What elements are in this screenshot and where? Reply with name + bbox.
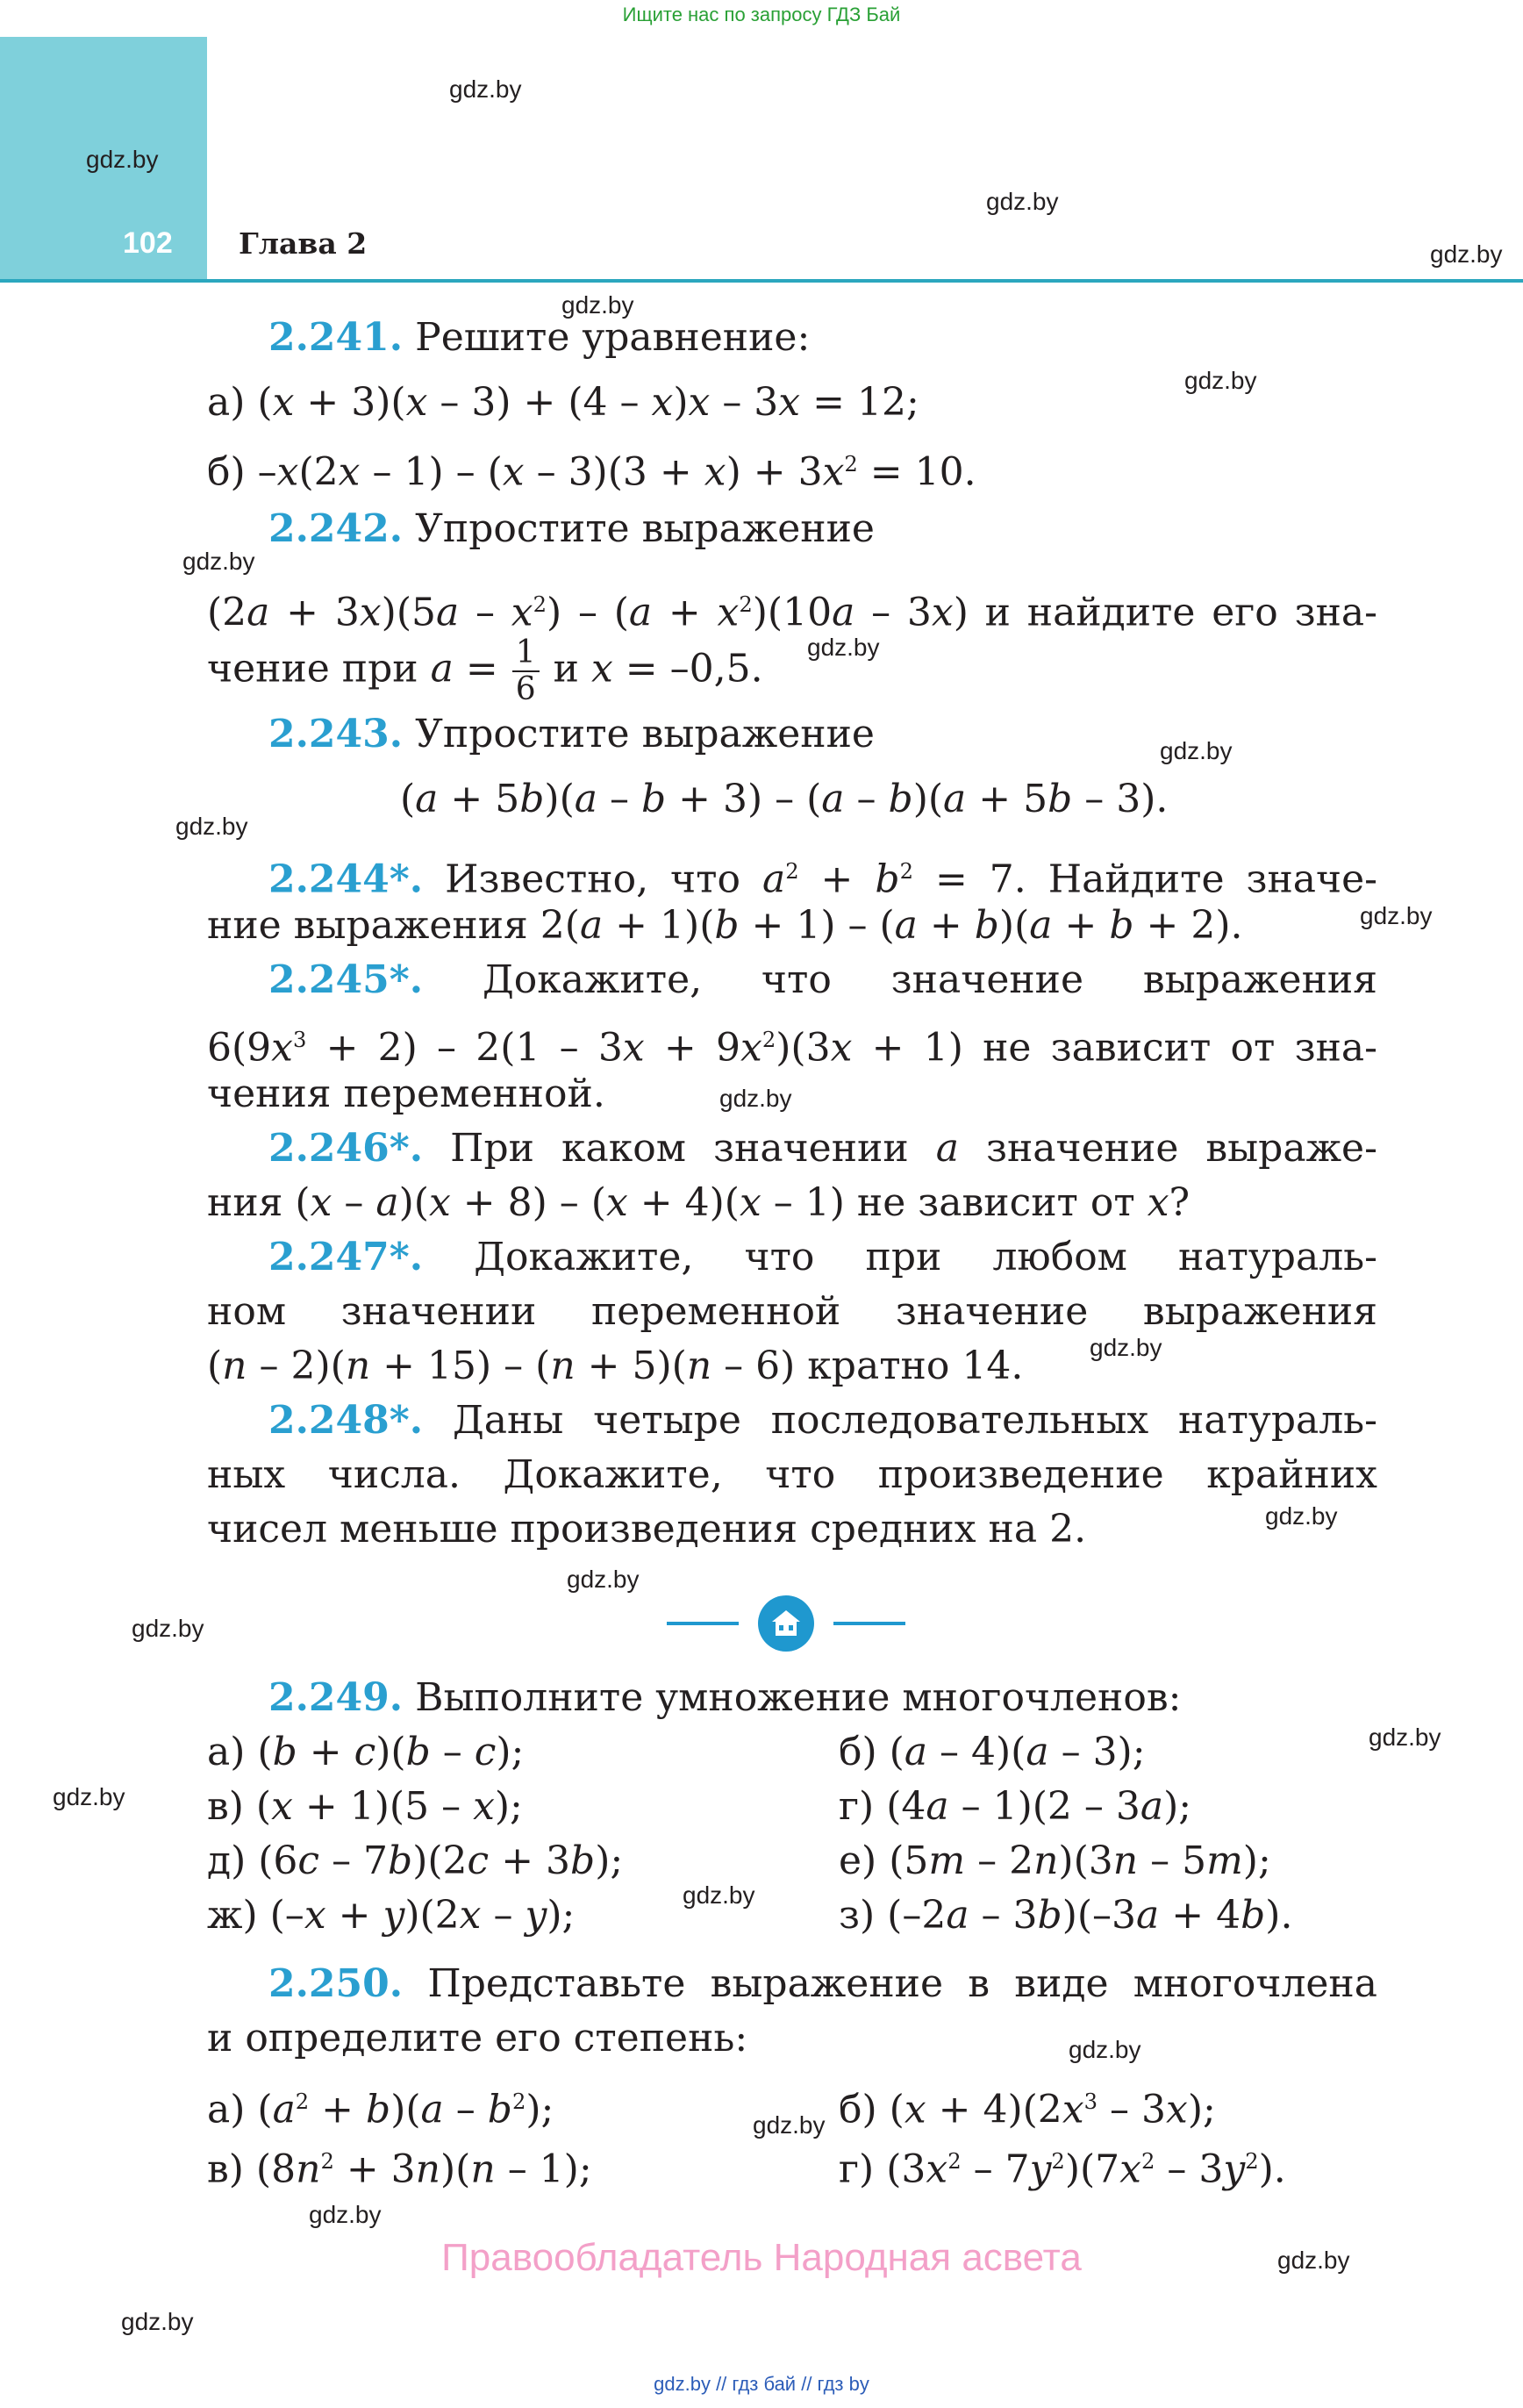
item-label: е) — [839, 1838, 877, 1883]
separator-line — [833, 1622, 905, 1625]
watermark: gdz.by — [1069, 2036, 1141, 2063]
watermark: gdz.by — [561, 291, 634, 319]
problem-2-249-heading — [268, 1671, 1377, 1725]
watermark: gdz.by — [1265, 1502, 1338, 1530]
value: –0,5. — [669, 646, 763, 692]
page-number: 102 — [123, 226, 173, 260]
problem-number: 2.246*. — [268, 1126, 424, 1171]
problem-2-245-line1 — [268, 953, 1377, 1007]
problem-2-249-row4: ж) (–x + y)(2x – y); з) (–2a – 3b)(–3a + 4b). — [207, 1893, 1293, 1938]
problem-2-243-expression: (a + 5b)(a – b + 3) – (a – b)(a + 5b – 3). — [400, 777, 1169, 821]
text: ние выражения — [207, 903, 528, 948]
problem-number: 2.243. — [268, 712, 404, 756]
watermark: gdz.by — [1184, 367, 1257, 394]
chapter-title: Глава 2 — [239, 226, 368, 261]
problem-2-241-b: б) $-x(2x - 1) - (x - 3)(3 + x) + 3x^2 = 10$. — [207, 449, 976, 495]
problem-2-242-line1: $(2a + 3x)(5a - x^2) - (a + x^2)(10a - 3x)$ и найдите его зна- — [207, 590, 1377, 635]
text: и — [553, 646, 579, 692]
homework-separator — [667, 1595, 921, 1652]
text: При каком значении — [450, 1126, 909, 1171]
problem-number: 2.245*. — [268, 957, 424, 1002]
item-label: з) — [839, 1893, 876, 1938]
watermark: gdz.by — [719, 1085, 792, 1112]
text: = 7. Найдите значе- — [934, 856, 1378, 902]
problem-2-245-line3: чения переменной. — [207, 1071, 605, 1116]
watermark: gdz.by — [53, 1783, 125, 1810]
watermark: gdz.by — [175, 813, 248, 840]
problem-number: 2.241. — [268, 315, 404, 360]
item-label: в) — [207, 1784, 244, 1829]
watermark: gdz.by — [1277, 2247, 1350, 2274]
item-label: б) — [207, 449, 246, 495]
problem-2-242-heading — [268, 502, 1377, 556]
problem-2-244-line2: ние выражения 2(a + 1)(b + 1) – (a + b)(a + b + 2). — [207, 903, 1243, 948]
watermark: gdz.by — [1090, 1334, 1162, 1361]
watermark: gdz.by — [1369, 1724, 1441, 1751]
header-rule — [0, 279, 1523, 283]
text: Докажите, что значение выражения — [482, 957, 1377, 1002]
problem-2-249-row3: д) (6c – 7b)(2c + 3b); е) (5m – 2n)(3n – 5m); — [207, 1838, 1271, 1883]
problem-number: 2.242. — [268, 506, 404, 551]
problem-title: Представьте выражение в виде многочлена — [427, 1961, 1377, 2006]
item-label: б) — [839, 1730, 877, 1774]
problem-number: 2.250. — [268, 1961, 404, 2006]
watermark: gdz.by — [132, 1615, 204, 1642]
watermark: gdz.by — [753, 2111, 826, 2139]
problem-number: 2.248*. — [268, 1398, 424, 1443]
problem-2-250-line1 — [268, 1957, 1377, 2011]
watermark: gdz.by — [1430, 240, 1503, 268]
top-banner[interactable]: Ищите нас по запросу ГДЗ Бай — [622, 4, 901, 25]
problem-title: Упростите выражение — [415, 712, 875, 756]
item-label: ж) — [207, 1893, 258, 1938]
item-label: б) — [839, 2087, 877, 2132]
watermark: gdz.by — [1160, 737, 1233, 764]
problem-2-247-line1 — [268, 1230, 1377, 1285]
footer-links[interactable]: gdz.by // гдз бай // гдз by — [654, 2373, 869, 2395]
copyright-notice: Правообладатель Народная асвета — [441, 2236, 1082, 2279]
item-label: г) — [839, 1784, 875, 1829]
problem-2-250-row1: а) $(a^2 + b)(a - b^2)$; б) $(x + 4)(2x^3 - 3x)$; — [207, 2087, 1216, 2132]
numerator: 1 — [512, 635, 540, 672]
problem-2-250-line2: и определите его степень: — [207, 2016, 748, 2060]
problem-2-248-line3: чисел меньше произведения средних на 2. — [207, 1507, 1087, 1552]
problem-2-250-row2: в) $(8n^2 + 3n)(n - 1)$; г) $(3x^2 - 7y^2)(7x^2 - 3y^2)$. — [207, 2146, 1286, 2192]
problem-number: 2.247*. — [268, 1235, 424, 1279]
watermark: gdz.by — [449, 75, 522, 103]
problem-2-249-row2: в) (x + 1)(5 – x); г) (4a – 1)(2 – 3a); — [207, 1784, 1192, 1829]
item-label: д) — [207, 1838, 247, 1883]
problem-2-246-line1: 2.246*. При каком значении a значение выраже- — [268, 1126, 1377, 1171]
watermark: gdz.by — [182, 548, 255, 575]
text: не зависит от — [856, 1180, 1135, 1225]
problem-title: Выполните умножение многочленов: — [415, 1675, 1182, 1720]
problem-2-249-row1: а) (b + c)(b – c); б) (a – 4)(a – 3); — [207, 1730, 1146, 1774]
watermark: gdz.by — [807, 634, 880, 661]
text: чение при — [207, 646, 418, 692]
text: кратно 14. — [807, 1344, 1024, 1388]
text: значение выраже- — [985, 1126, 1377, 1171]
watermark: gdz.by — [683, 1881, 755, 1909]
watermark: gdz.by — [86, 146, 159, 173]
problem-2-241-a: а) (x + 3)(x – 3) + (4 – x)x – 3x = 12; — [207, 380, 919, 425]
item-label: в) — [207, 2146, 244, 2192]
problem-2-242-line2: чение при a = $\frac{1}{6}$ и x = –0,5. — [207, 634, 763, 707]
watermark: gdz.by — [309, 2201, 382, 2228]
text: Докажите, что при любом натураль- — [474, 1235, 1377, 1279]
problem-2-248-line2: ных числа. Докажите, что произведение крайних — [207, 1452, 1377, 1497]
watermark: gdz.by — [986, 188, 1059, 215]
text: не зависит от зна- — [983, 1025, 1377, 1071]
problem-2-244-line1: 2.244*. Известно, что $a^2 + b^2 = 7$. Найдите значе- — [268, 856, 1378, 902]
problem-number: 2.249. — [268, 1675, 404, 1720]
problem-title: Решите уравнение: — [415, 315, 811, 360]
problem-2-245-line2: $6(9x^3 + 2) - 2(1 - 3x + 9x^2)(3x + 1)$ не зависит от зна- — [207, 1025, 1377, 1071]
house-icon — [758, 1595, 814, 1652]
denominator: 6 — [515, 671, 536, 707]
problem-number: 2.244*. — [268, 856, 424, 902]
watermark: gdz.by — [567, 1566, 640, 1593]
item-label: а) — [207, 2087, 246, 2132]
problem-2-241-heading — [268, 311, 1377, 365]
text: Даны четыре последовательных натураль- — [452, 1398, 1377, 1443]
text: ния — [207, 1180, 283, 1225]
item-label: г) — [839, 2146, 875, 2192]
problem-2-243-heading — [268, 707, 1377, 762]
watermark: gdz.by — [1360, 902, 1433, 929]
item-label: а) — [207, 380, 246, 425]
text: и найдите его зна- — [984, 590, 1377, 635]
problem-2-247-line3: (n – 2)(n + 15) – (n + 5)(n – 6) кратно 14. — [207, 1344, 1024, 1388]
problem-2-248-line1 — [268, 1394, 1377, 1448]
watermark: gdz.by — [121, 2308, 194, 2335]
separator-line — [667, 1622, 739, 1625]
problem-2-247-line2: ном значении переменной значение выражения — [207, 1289, 1377, 1334]
problem-2-246-line2: ния (x – a)(x + 8) – (x + 4)(x – 1) не зависит от x? — [207, 1180, 1191, 1225]
problem-title: Упростите выражение — [415, 506, 875, 551]
text: Известно, что — [445, 856, 740, 902]
fraction — [512, 635, 540, 707]
item-label: а) — [207, 1730, 246, 1774]
